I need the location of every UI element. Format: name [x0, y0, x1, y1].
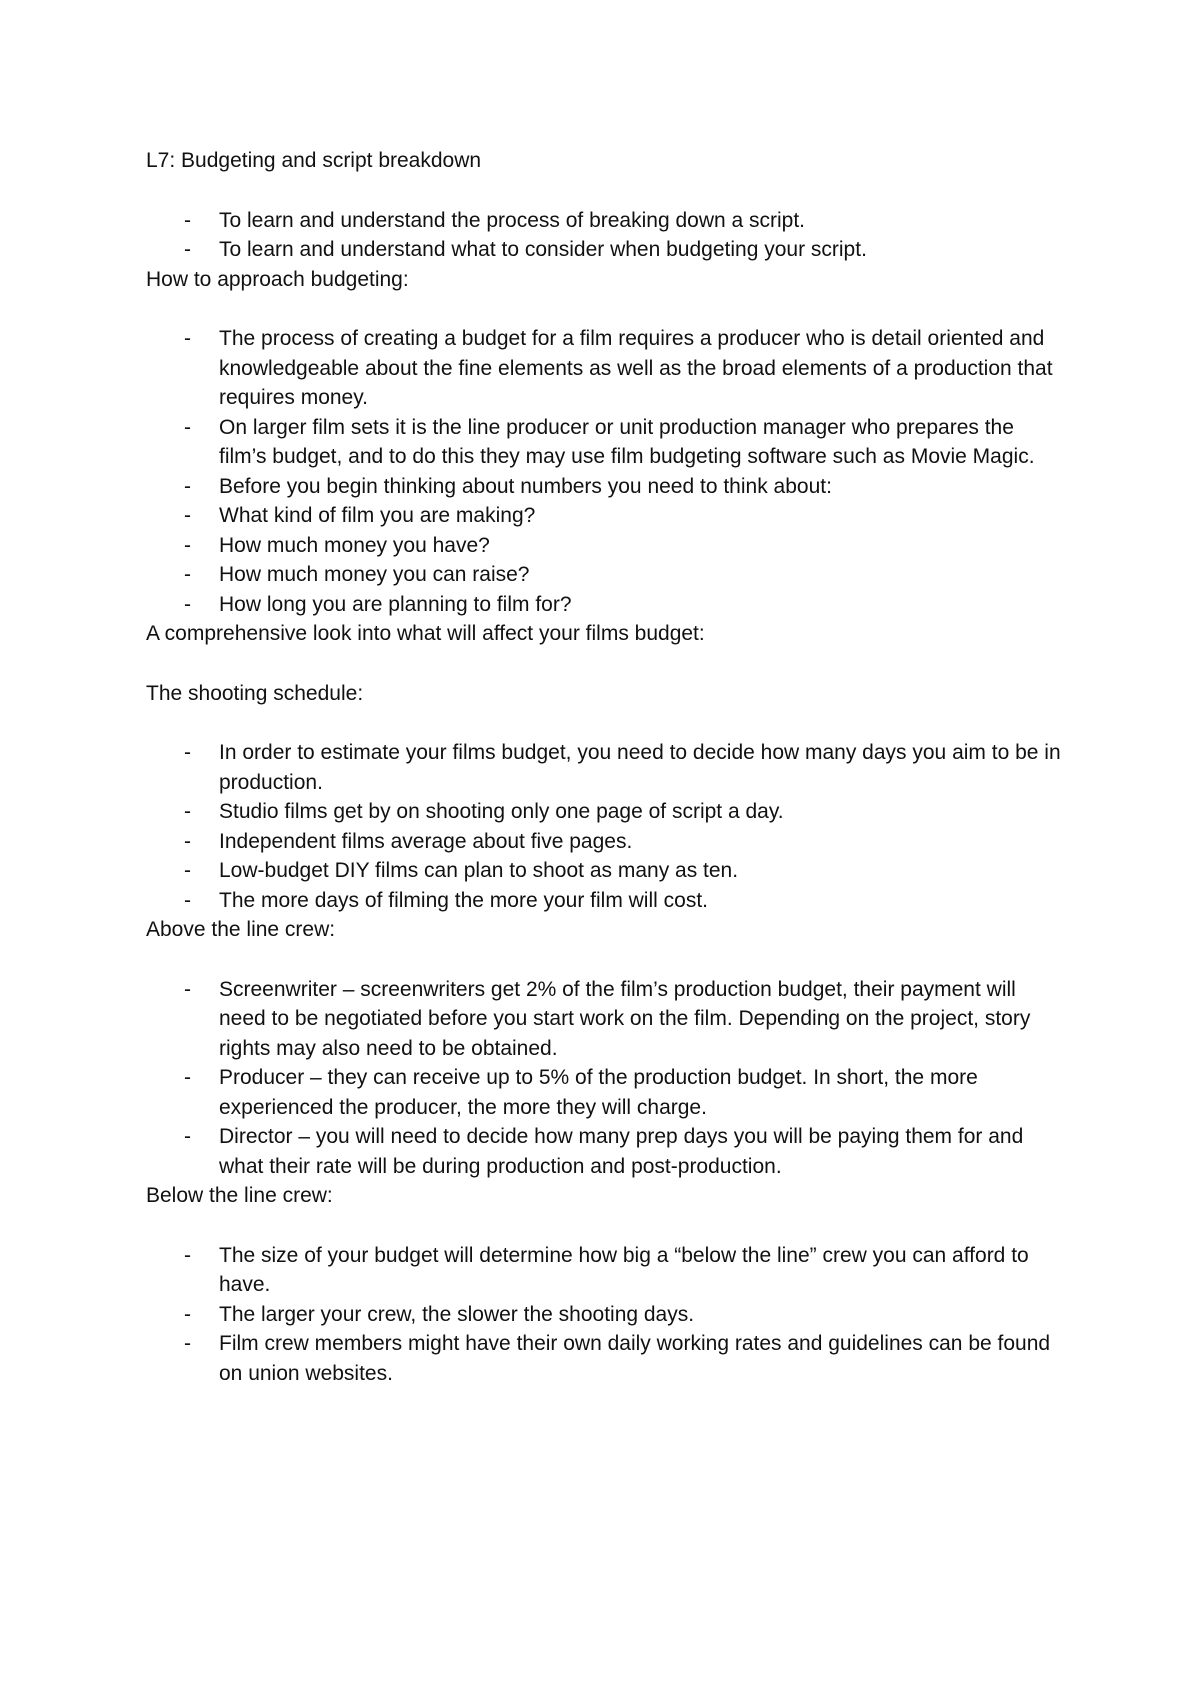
lesson-title: L7: Budgeting and script breakdown [146, 149, 482, 172]
dash-bullet: - [184, 563, 191, 586]
shooting-list [146, 738, 1066, 915]
section-heading-above-line: Above the line crew: [146, 918, 336, 941]
dash-bullet: - [184, 977, 191, 1001]
below-line-list [146, 1241, 1066, 1389]
dash-bullet: - [184, 415, 191, 439]
list-item: - Low-budget DIY films can plan to shoot as many as ten. [146, 856, 1066, 886]
dash-bullet: - [184, 1125, 191, 1148]
list-item: - How long you are planning to film for? [146, 590, 1066, 620]
dash-bullet: - [184, 238, 191, 261]
document-body [146, 146, 1066, 1388]
list-item: - Director – you will need to decide how many prep days you will be paying them for and what their rate will be during production and post-production. [146, 1122, 1066, 1181]
list-item: - The larger your crew, the slower the shooting days. [146, 1300, 1066, 1330]
list-item: - To learn and understand the process of breaking down a script. [146, 206, 1066, 236]
dash-bullet: - [184, 533, 191, 557]
dash-bullet: - [184, 1066, 191, 1089]
list-item: - On larger film sets it is the line producer or unit production manager who prepares the film’s budget, and to do this they may use film budgeting software such as Movie Magic. [146, 413, 1066, 472]
list-item: - The more days of filming the more your film will cost. [146, 886, 1066, 916]
objectives-list [146, 206, 1066, 265]
list-item: - Independent films average about five pages. [146, 827, 1066, 857]
dash-bullet: - [184, 1243, 191, 1267]
section-heading-approach: How to approach budgeting: [146, 267, 409, 291]
section-heading-shooting: The shooting schedule: [146, 681, 364, 705]
list-item: - Before you begin thinking about numbers you need to think about: [146, 472, 1066, 502]
dash-bullet: - [184, 1332, 191, 1355]
dash-bullet: - [184, 741, 191, 764]
dash-bullet: - [184, 504, 191, 527]
list-item: - How much money you can raise? [146, 560, 1066, 590]
list-item: - Screenwriter – screenwriters get 2% of the film’s production budget, their payment will need to be negotiated before you start work on the film. Depending on the project, story rights may also need to be obtained. [146, 975, 1066, 1064]
list-item: - What kind of film you are making? [146, 501, 1066, 531]
list-item: - The size of your budget will determine how big a “below the line” crew you can afford to have. [146, 1241, 1066, 1300]
list-item: - To learn and understand what to consider when budgeting your script. [146, 235, 1066, 265]
list-item: - Studio films get by on shooting only one page of script a day. [146, 797, 1066, 827]
dash-bullet: - [184, 800, 191, 823]
comprehensive-heading: A comprehensive look into what will affect your films budget: [146, 622, 705, 645]
approach-list [146, 324, 1066, 619]
dash-bullet: - [184, 327, 191, 350]
list-item: - In order to estimate your films budget, you need to decide how many days you aim to be in production. [146, 738, 1066, 797]
dash-bullet: - [184, 859, 191, 882]
dash-bullet: - [184, 829, 191, 853]
dash-bullet: - [184, 208, 191, 232]
dash-bullet: - [184, 592, 191, 616]
above-line-list [146, 975, 1066, 1182]
dash-bullet: - [184, 474, 191, 498]
dash-bullet: - [184, 888, 191, 912]
list-item: - The process of creating a budget for a film requires a producer who is detail oriented and knowledgeable about the fine elements as well as the broad elements of a production that requires money. [146, 324, 1066, 413]
list-item: - Producer – they can receive up to 5% of the production budget. In short, the more experienced the producer, the more they will charge. [146, 1063, 1066, 1122]
list-item: - Film crew members might have their own daily working rates and guidelines can be found on union websites. [146, 1329, 1066, 1388]
section-heading-below-line: Below the line crew: [146, 1184, 333, 1207]
list-item: - How much money you have? [146, 531, 1066, 561]
dash-bullet: - [184, 1302, 191, 1326]
